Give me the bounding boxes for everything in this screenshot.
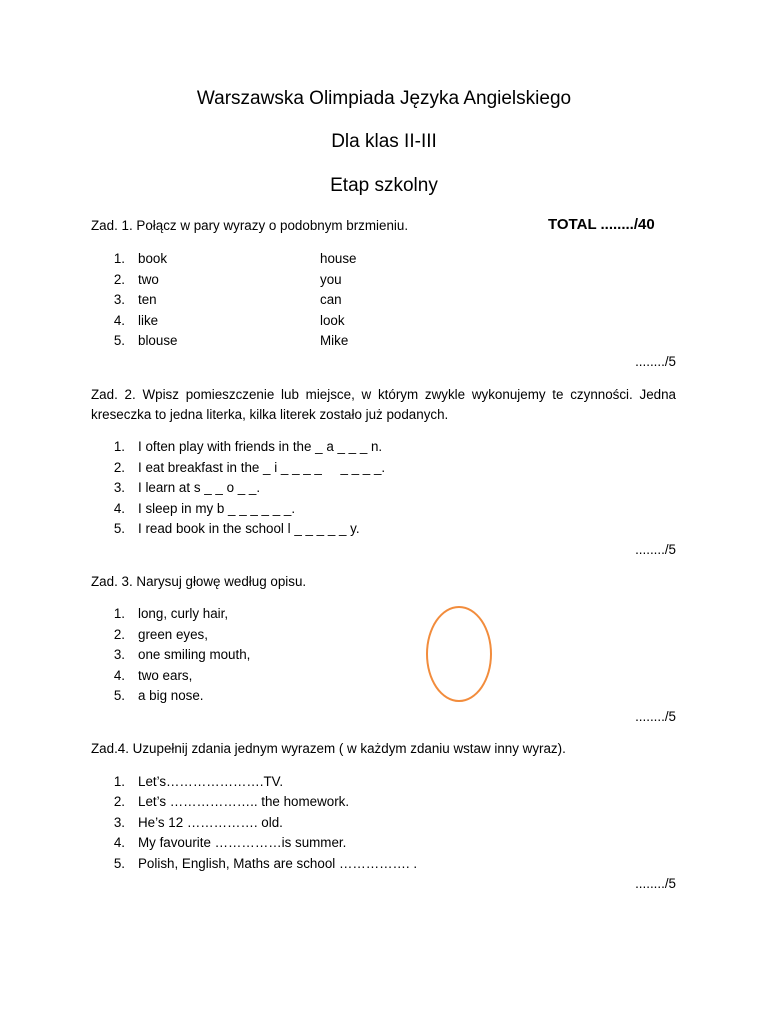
stage-label: Etap szkolny bbox=[330, 175, 438, 196]
task3-instruction: Zad. 3. Narysuj głowę według opisu. bbox=[91, 574, 307, 589]
total-score: TOTAL ......../40 bbox=[548, 216, 655, 233]
task2-instruction: Zad. 2. Wpisz pomieszczenie lub miejsce, w którym zwykle wykonujemy te czynności. Jedna kreseczka to jedna literka, kilka literek zostało już podanych. bbox=[91, 387, 676, 422]
task2-score: ......../5 bbox=[635, 542, 676, 557]
task4-instruction: Zad.4. Uzupełnij zdania jednym wyrazem ( w każdym zdaniu wstaw inny wyraz). bbox=[91, 741, 566, 756]
task1-score: ......../5 bbox=[635, 354, 676, 369]
task3-score: ......../5 bbox=[635, 709, 676, 724]
task1-instruction: Zad. 1. Połącz w pary wyrazy o podobnym brzmieniu. bbox=[91, 218, 409, 233]
page-subtitle: Dla klas II-III bbox=[331, 131, 437, 152]
page-title: Warszawska Olimpiada Języka Angielskiego bbox=[196, 88, 572, 109]
task4-score: ......../5 bbox=[635, 876, 676, 891]
head-outline-oval bbox=[426, 606, 492, 702]
worksheet-page: Warszawska Olimpiada Języka Angielskiego Dla klas II-III Etap szkolny Zad. 1. Połącz w pary wyrazy o podobnym brzmieniu. TOTAL ......../40 1. book house 2. two you 3. ten can 4. like look 5. blouse Mike ......../5 Zad. 2. Wpisz pomieszczenie lub miejsce, w którym zwykle wykonujemy te czynności. Jedna kreseczka to jedna literka, kilka literek zostało już podanych. 1. I often play with friends in the _ a _ _ _ n. 2. I eat breakfast in the _ i _ _ _ _ _ _ _ _. 3. I learn at s _ _ o _ _. 4. I sleep in my b _ _ _ _ _ _. 5. I read book in the school l _ _ _ _ _ y. ......../5 Zad. 3. Narysuj głowę według opisu. 1. long, curly hair, 2. green eyes, 3. one smiling mouth, 4. two ears, 5. a big nose. ......../5 Zad.4. Uzupełnij zdania jednym wyrazem ( w każdym zdaniu wstaw inny wyraz). 1. Let’s………………….TV. 2. Let’s ……………….. the homework. 3. He’s 12 ……………. old. 4. My favourite ……………is summer. 5. Polish, English, Maths are school ……………. . ......../5 bbox=[0, 0, 768, 1024]
